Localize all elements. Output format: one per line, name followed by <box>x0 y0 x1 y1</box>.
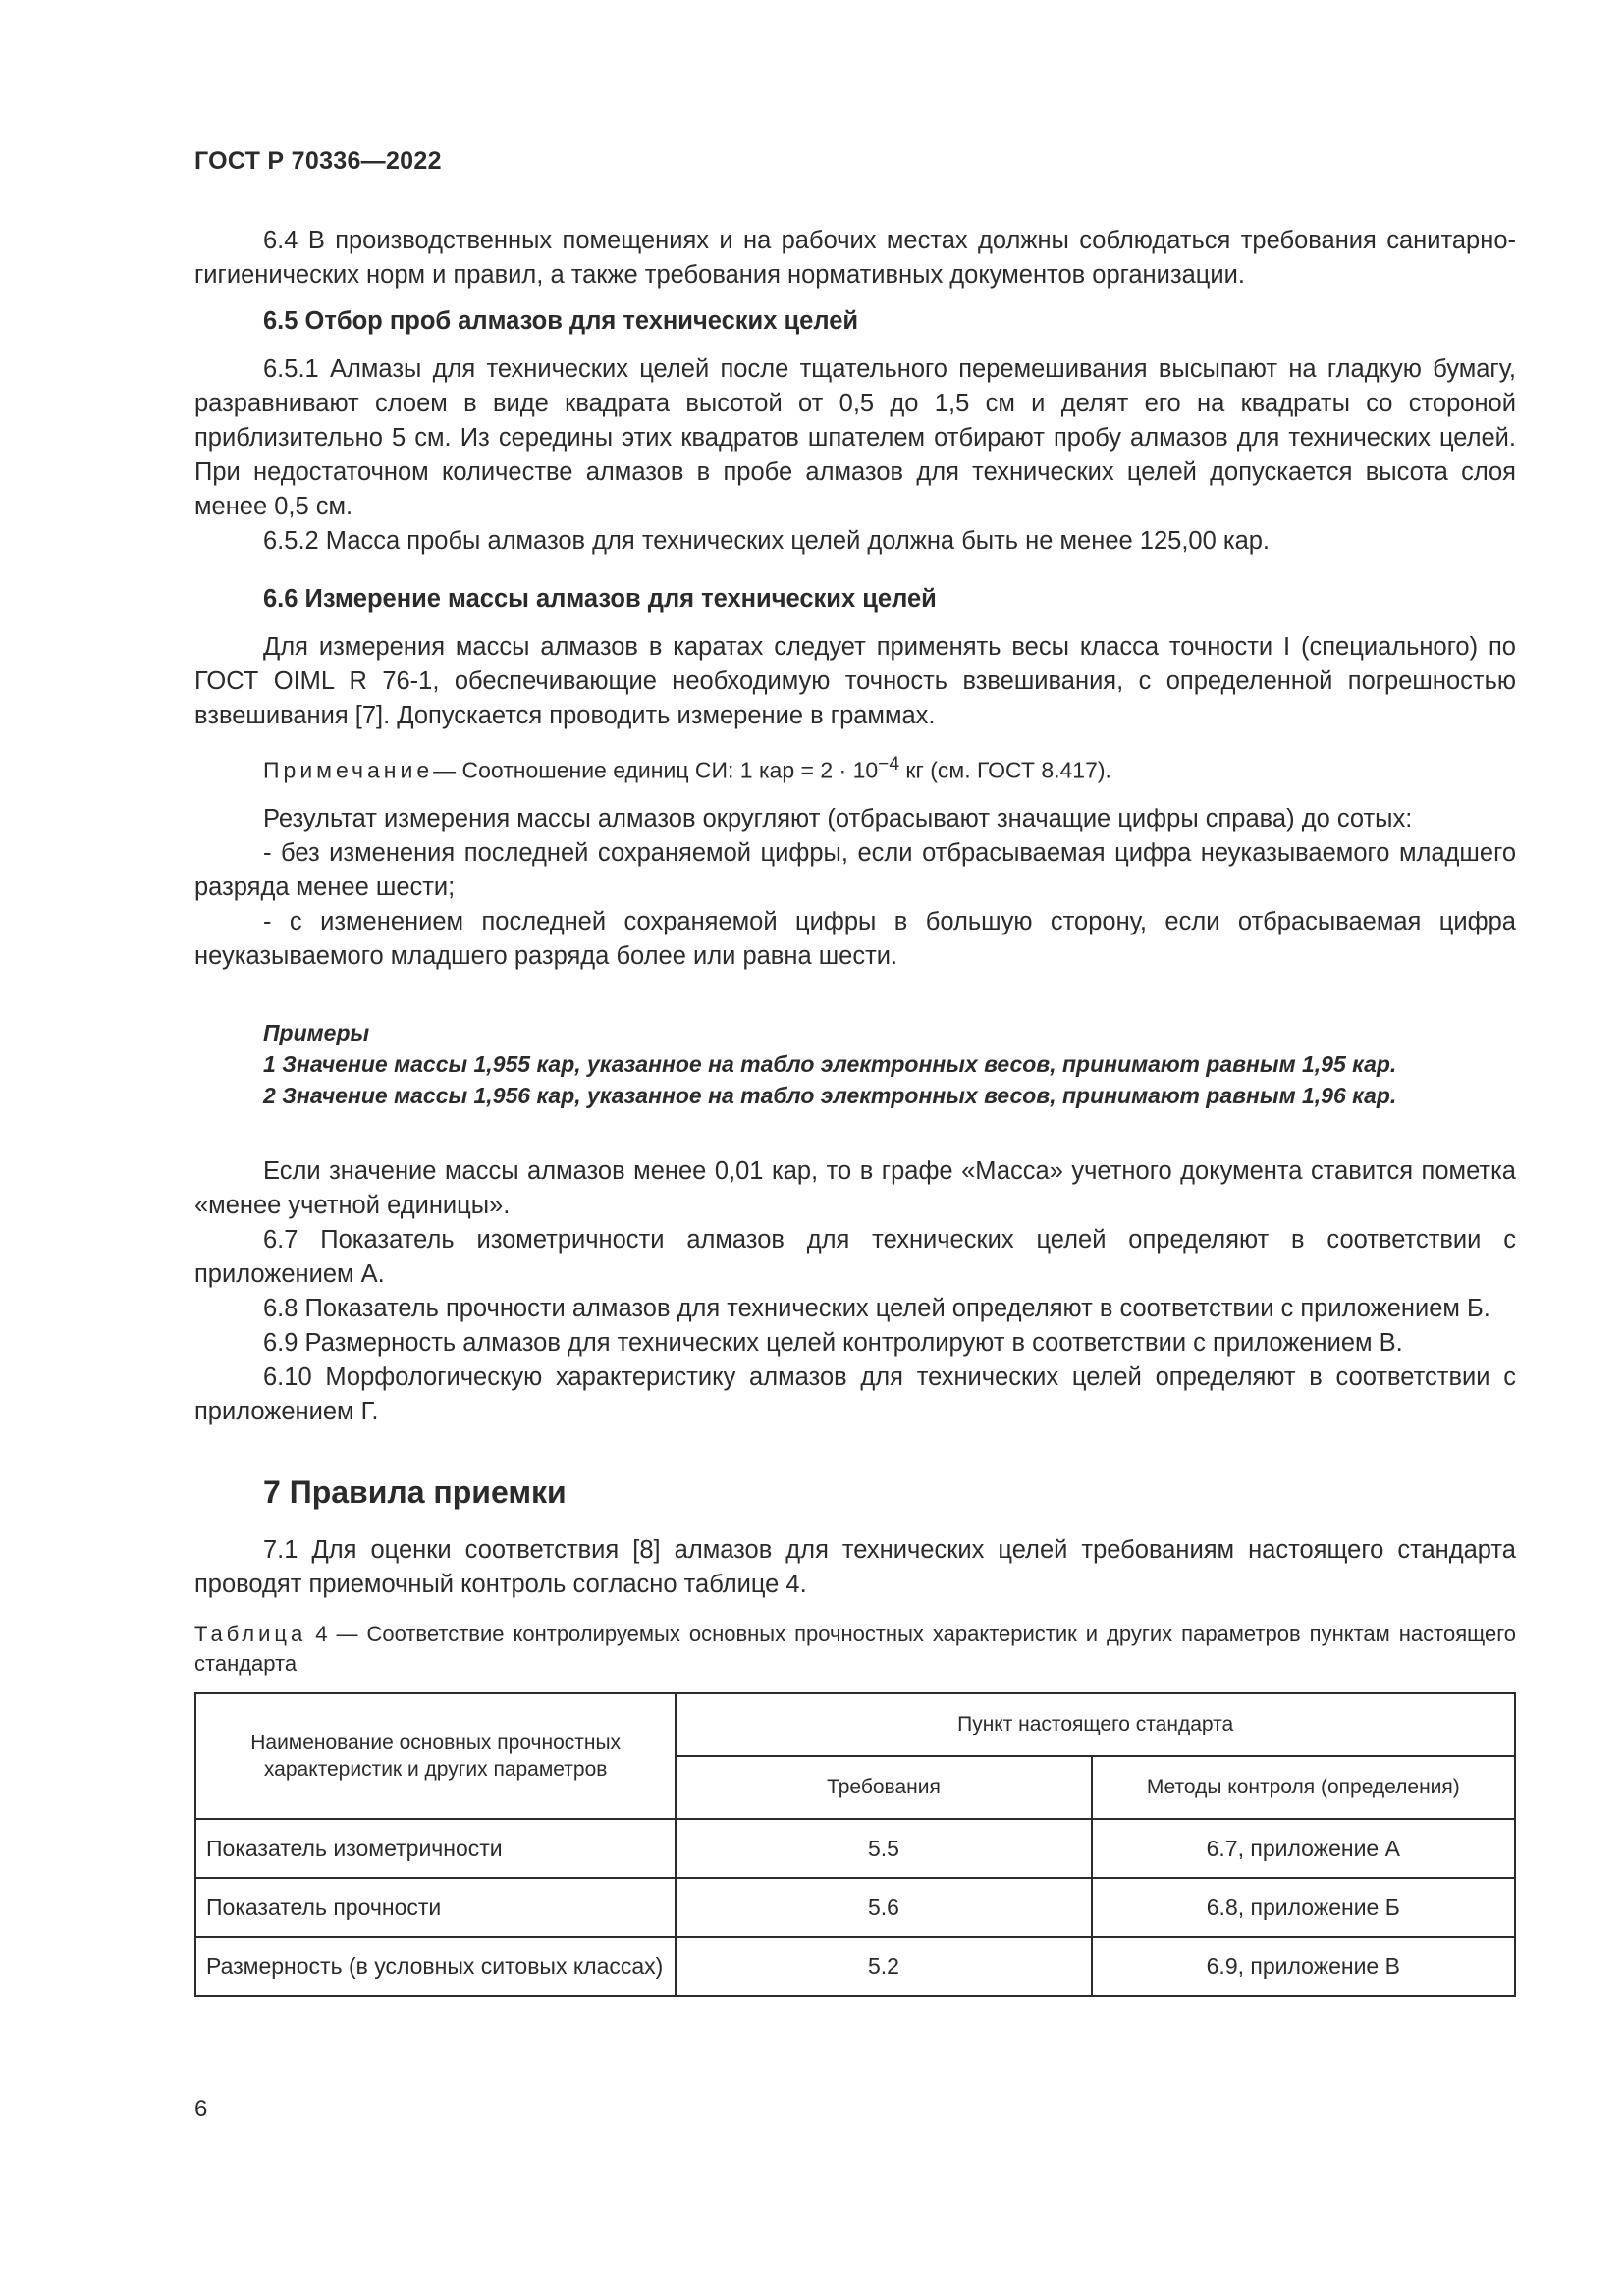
acceptance-table <box>194 1692 1516 1997</box>
table-caption-text: 4 — Соответствие контролируемых основных прочностных характеристик и других параметров пунктам настоящего стандарта <box>194 1621 1516 1676</box>
table-row <box>195 1878 1515 1937</box>
note-text-a: — Соотношение единиц СИ: 1 кар = 2 · 10 <box>433 757 879 783</box>
header-requirements: Требования <box>676 1756 1091 1819</box>
header-group: Пункт настоящего стандарта <box>676 1693 1515 1756</box>
paragraph-6-9: 6.9 Размерность алмазов для технических целей контролируют в соответствии с приложением В. <box>263 1328 1403 1357</box>
cell-method: 6.9, приложение В <box>1092 1937 1515 1996</box>
note-exponent: −4 <box>878 754 900 774</box>
examples-block <box>263 1017 1516 1111</box>
paragraph-7-1: 7.1 Для оценки соответствия [8] алмазов для технических целей требованиям настоящего стандарта проводят приемочный контроль согласно таблице 4. <box>194 1535 1516 1598</box>
document-body <box>194 224 1516 1997</box>
paragraph-6-6-c: - без изменения последней сохраняемой цифры, если отбрасываемая цифра неуказываемого младшего разряда менее шести; <box>194 838 1516 901</box>
cell-method: 6.7, приложение А <box>1092 1819 1515 1878</box>
paragraph-6-8: 6.8 Показатель прочности алмазов для технических целей определяют в соответствии с приложением Б. <box>263 1294 1490 1322</box>
header-methods: Методы контроля (определения) <box>1092 1756 1515 1819</box>
paragraph-6-6-a: Для измерения массы алмазов в каратах следует применять весы класса точности I (специального) по ГОСТ OIML R 76-1, обеспечивающие необходимую точность взвешивания, с определенной погрешностью взвешивания [7]. Допускается проводить измерение в граммах. <box>194 633 1516 729</box>
table-caption-label: Таблица <box>194 1621 307 1646</box>
example-2: 2 Значение массы 1,956 кар, указанное на табло электронных весов, принимают равным 1,96 кар. <box>263 1082 1397 1108</box>
heading-7: 7 Правила приемки <box>263 1473 567 1510</box>
paragraph-6-10: 6.10 Морфологическую характеристику алмазов для технических целей определяют в соответствии с приложением Г. <box>194 1362 1516 1425</box>
example-1: 1 Значение массы 1,955 кар, указанное на табло электронных весов, принимают равным 1,95 кар. <box>263 1050 1397 1077</box>
header-name: Наименование основных прочностных характеристик и других параметров <box>195 1693 676 1819</box>
cell-name: Показатель изометричности <box>195 1819 676 1878</box>
paragraph-6-5-2: 6.5.2 Масса пробы алмазов для технических целей должна быть не менее 125,00 кар. <box>263 527 1271 555</box>
cell-name: Размерность (в условных ситовых классах) <box>195 1937 676 1996</box>
document-id: ГОСТ Р 70336—2022 <box>194 147 442 175</box>
cell-requirement: 5.6 <box>676 1878 1091 1937</box>
paragraph-6-5-1: 6.5.1 Алмазы для технических целей после тщательного перемешивания высыпают на гладкую бумагу, разравнивают слоем в виде квадрата высотой от 0,5 до 1,5 см и делят его на квадраты со стороной приблизительно 5 см. Из середины этих квадратов шпателем отбирают пробу алмазов для технических целей. При недостаточном количестве алмазов в пробе алмазов для технических целей допускается высота слоя менее 0,5 см. <box>194 355 1516 520</box>
paragraph-6-6-d: - с изменением последней сохраняемой цифры в большую сторону, если отбрасываемая цифра неуказываемого младшего разряда более или равна шести. <box>194 907 1516 970</box>
cell-requirement: 5.5 <box>676 1819 1091 1878</box>
table-caption <box>194 1620 1516 1679</box>
table-header-row <box>195 1693 1515 1756</box>
page-number: 6 <box>194 2096 208 2122</box>
note <box>194 747 1516 788</box>
paragraph-6-6-e: Если значение массы алмазов менее 0,01 кар, то в графе «Масса» учетного документа ставится пометка «менее учетной единицы». <box>194 1156 1516 1219</box>
table-row <box>195 1819 1515 1878</box>
table-row <box>195 1937 1515 1996</box>
note-label: Примечание <box>263 757 434 783</box>
cell-name: Показатель прочности <box>195 1878 676 1937</box>
note-text-b: кг (см. ГОСТ 8.417). <box>899 757 1111 783</box>
paragraph-6-7: 6.7 Показатель изометричности алмазов для технических целей определяют в соответствии с приложением А. <box>194 1225 1516 1288</box>
cell-requirement: 5.2 <box>676 1937 1091 1996</box>
paragraph-6-4: 6.4 В производственных помещениях и на рабочих местах должны соблюдаться требования санитарно-гигиенических норм и правил, а также требования нормативных документов организации. <box>194 227 1516 289</box>
heading-6-5: 6.5 Отбор проб алмазов для технических целей <box>263 307 859 335</box>
paragraph-6-6-b: Результат измерения массы алмазов округляют (отбрасывают значащие цифры справа) до сотых: <box>263 804 1413 832</box>
examples-title: Примеры <box>263 1019 370 1045</box>
cell-method: 6.8, приложение Б <box>1092 1878 1515 1937</box>
heading-6-6: 6.6 Измерение массы алмазов для технических целей <box>263 585 937 613</box>
